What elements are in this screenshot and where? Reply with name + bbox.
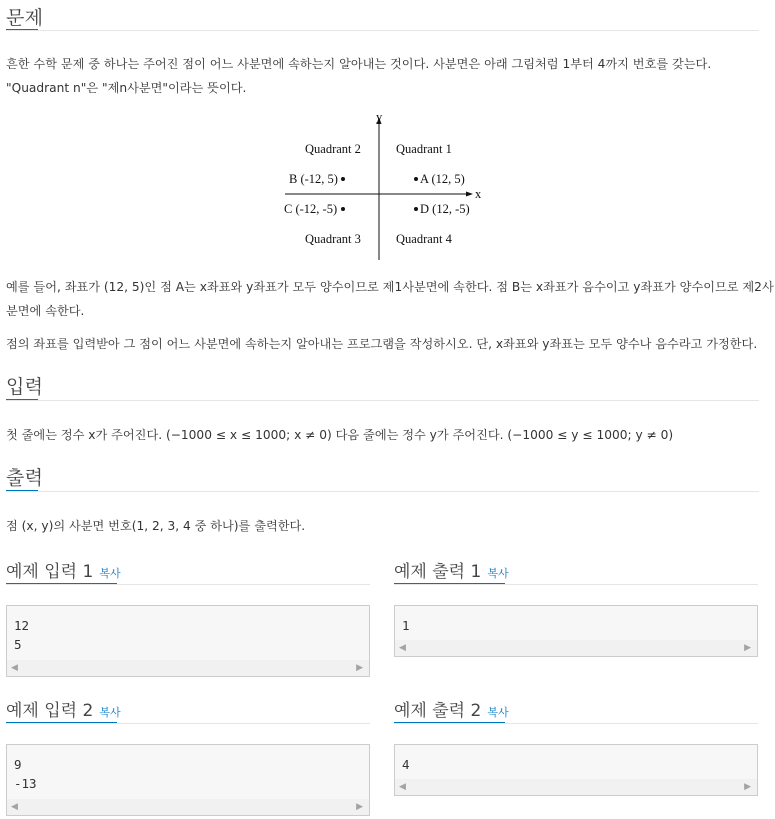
problem-heading bbox=[6, 3, 43, 30]
sample-output-2-value[interactable]: 4 bbox=[402, 757, 410, 772]
sample-input-2-heading bbox=[6, 696, 121, 721]
scroll-left-arrow-icon[interactable]: ◀ bbox=[399, 643, 406, 653]
scroll-left-arrow-icon[interactable]: ◀ bbox=[399, 782, 406, 792]
problem-line-1: 흔한 수학 문제 중 하나는 주어진 점이 어느 사분면에 속하는지 알아내는 것이다. 사분면은 아래 그림처럼 1부터 4까지 번호를 갖는다. bbox=[6, 57, 712, 71]
sample-input-1-title: 예제 입력 1 bbox=[6, 562, 94, 582]
sample-output-2-heading bbox=[394, 696, 509, 721]
task-line: 점의 좌표를 입력받아 그 점이 어느 사분면에 속하는지 알아내는 프로그램을 작성하시오. 단, x좌표와 y좌표는 모두 양수나 음수라고 가정한다. bbox=[6, 337, 758, 351]
point-a-dot bbox=[414, 177, 418, 181]
sample-input-1-heading bbox=[6, 557, 121, 582]
sample-output-1-copy-button[interactable]: 복사 bbox=[487, 567, 509, 580]
point-c-label: C (-12, -5) bbox=[284, 202, 338, 216]
problem-heading-rule bbox=[6, 30, 759, 31]
sample-input-1-value[interactable]: 12 5 bbox=[14, 618, 30, 652]
sample-input-2-title: 예제 입력 2 bbox=[6, 701, 94, 721]
scroll-right-arrow-icon[interactable]: ▶ bbox=[356, 663, 363, 673]
sample-input-1-scrollbar[interactable] bbox=[7, 660, 369, 676]
scroll-right-arrow-icon[interactable]: ▶ bbox=[356, 802, 363, 812]
x-axis-arrow bbox=[466, 192, 473, 197]
quadrant-diagram bbox=[280, 108, 500, 268]
scroll-left-arrow-icon[interactable]: ◀ bbox=[11, 802, 18, 812]
sample-output-2-rule bbox=[394, 723, 758, 724]
problem-line-2: "Quadrant n"은 "제n사분면"이라는 뜻이다. bbox=[6, 81, 247, 95]
problem-heading-text: 문제 bbox=[6, 7, 44, 29]
sample-output-1-heading bbox=[394, 557, 509, 582]
axis-x-label: x bbox=[475, 187, 482, 201]
output-heading bbox=[6, 463, 43, 490]
sample-output-2-box[interactable] bbox=[394, 744, 758, 796]
sample-output-1-title: 예제 출력 1 bbox=[394, 562, 482, 582]
output-heading-rule bbox=[6, 491, 759, 492]
sample-output-1-rule bbox=[394, 584, 758, 585]
sample-output-1-scrollbar[interactable] bbox=[395, 640, 757, 656]
point-d-dot bbox=[414, 207, 418, 211]
example-line-2: 분면에 속한다. bbox=[6, 304, 85, 318]
sample-output-1-box[interactable] bbox=[394, 605, 758, 657]
sample-output-1-value[interactable]: 1 bbox=[402, 618, 410, 633]
sample-input-2-value[interactable]: 9 -13 bbox=[14, 757, 37, 791]
point-a-label: A (12, 5) bbox=[420, 172, 465, 186]
point-b-label: B (-12, 5) bbox=[289, 172, 338, 186]
input-description: 첫 줄에는 정수 x가 주어진다. (−1000 ≤ x ≤ 1000; x ≠ 0) 다음 줄에는 정수 y가 주어진다. (−1000 ≤ y ≤ 1000; y ≠ 0) bbox=[6, 428, 674, 442]
quadrant-2-label: Quadrant 2 bbox=[305, 142, 361, 156]
quadrant-3-label: Quadrant 3 bbox=[305, 232, 361, 246]
sample-output-2-copy-button[interactable]: 복사 bbox=[487, 706, 509, 719]
axis-y-label: y bbox=[376, 110, 383, 124]
quadrant-1-label: Quadrant 1 bbox=[396, 142, 452, 156]
sample-input-1-rule bbox=[6, 584, 370, 585]
sample-input-1-copy-button[interactable]: 복사 bbox=[99, 567, 121, 580]
point-d-label: D (12, -5) bbox=[420, 202, 470, 216]
quadrant-4-label: Quadrant 4 bbox=[396, 232, 452, 246]
example-line-1: 예를 들어, 좌표가 (12, 5)인 점 A는 x좌표와 y좌표가 모두 양수이므로 제1사분면에 속한다. 점 B는 x좌표가 음수이고 y좌표가 양수이므로 제2사 bbox=[6, 280, 774, 294]
output-description: 점 (x, y)의 사분면 번호(1, 2, 3, 4 중 하나)를 출력한다. bbox=[6, 519, 306, 533]
scroll-left-arrow-icon[interactable]: ◀ bbox=[11, 663, 18, 673]
sample-output-2-scrollbar[interactable] bbox=[395, 779, 757, 795]
sample-input-1-box[interactable] bbox=[6, 605, 370, 677]
scroll-right-arrow-icon[interactable]: ▶ bbox=[744, 782, 751, 792]
sample-input-2-copy-button[interactable]: 복사 bbox=[99, 706, 121, 719]
point-c-dot bbox=[341, 207, 345, 211]
sample-input-2-box[interactable] bbox=[6, 744, 370, 816]
scroll-right-arrow-icon[interactable]: ▶ bbox=[744, 643, 751, 653]
sample-output-2-title: 예제 출력 2 bbox=[394, 701, 482, 721]
point-b-dot bbox=[341, 177, 345, 181]
output-heading-text: 출력 bbox=[6, 467, 44, 489]
input-heading-text: 입력 bbox=[6, 376, 44, 398]
sample-input-2-rule bbox=[6, 723, 370, 724]
input-heading-rule bbox=[6, 400, 759, 401]
input-heading bbox=[6, 372, 43, 399]
sample-input-2-scrollbar[interactable] bbox=[7, 799, 369, 815]
